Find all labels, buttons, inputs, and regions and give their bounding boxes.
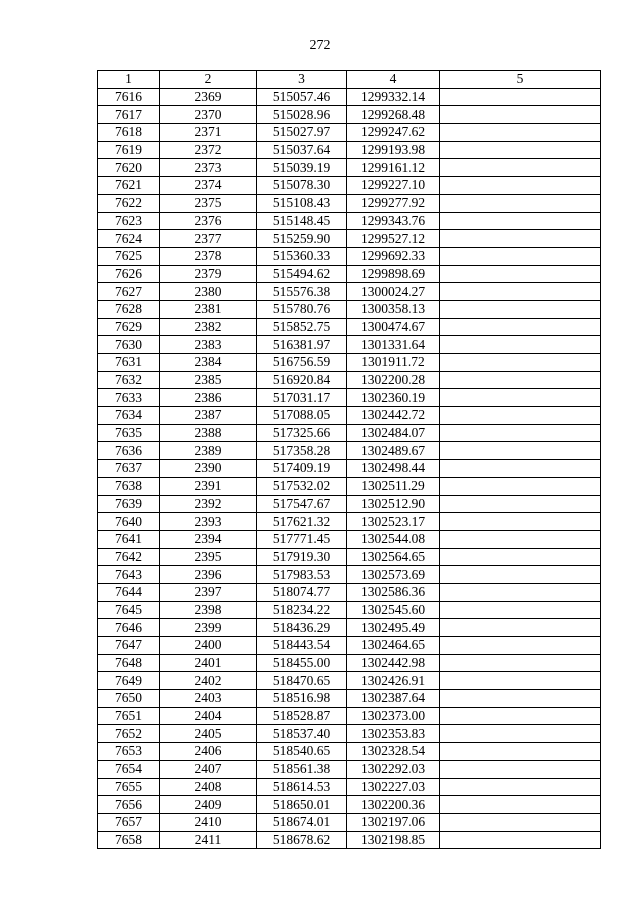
table-cell-col-5	[440, 672, 601, 690]
table-cell-col-3: 517919.30	[257, 548, 347, 566]
table-cell-col-5	[440, 141, 601, 159]
table-cell-col-4: 1302387.64	[347, 690, 440, 708]
table-cell-col-3: 516920.84	[257, 371, 347, 389]
table-cell-col-2: 2387	[160, 407, 257, 425]
table-cell-col-2: 2376	[160, 212, 257, 230]
table-cell-col-5	[440, 194, 601, 212]
table-cell-col-2: 2392	[160, 495, 257, 513]
table-row	[98, 760, 601, 778]
table-cell-col-1: 7619	[98, 141, 160, 159]
table-row	[98, 141, 601, 159]
table-cell-col-1: 7639	[98, 495, 160, 513]
table-cell-col-4: 1299527.12	[347, 230, 440, 248]
table-row	[98, 336, 601, 354]
table-cell-col-4: 1301911.72	[347, 354, 440, 372]
table-cell-col-5	[440, 460, 601, 478]
table-cell-col-1: 7649	[98, 672, 160, 690]
table-cell-col-1: 7625	[98, 247, 160, 265]
table-cell-col-1: 7620	[98, 159, 160, 177]
table-row	[98, 707, 601, 725]
table-row	[98, 796, 601, 814]
table-row	[98, 371, 601, 389]
table-cell-col-3: 515576.38	[257, 283, 347, 301]
table-cell-col-5	[440, 442, 601, 460]
table-cell-col-3: 515852.75	[257, 318, 347, 336]
table-cell-col-5	[440, 477, 601, 495]
table-cell-col-5	[440, 389, 601, 407]
table-cell-col-1: 7653	[98, 743, 160, 761]
table-cell-col-5	[440, 283, 601, 301]
table-cell-col-4: 1302198.85	[347, 831, 440, 849]
table-row	[98, 300, 601, 318]
table-cell-col-3: 518528.87	[257, 707, 347, 725]
table-cell-col-5	[440, 530, 601, 548]
table-cell-col-3: 517621.32	[257, 513, 347, 531]
table-cell-col-2: 2383	[160, 336, 257, 354]
table-cell-col-5	[440, 690, 601, 708]
table-cell-col-2: 2385	[160, 371, 257, 389]
table-cell-col-5	[440, 654, 601, 672]
table-cell-col-4: 1302200.28	[347, 371, 440, 389]
table-cell-col-3: 516756.59	[257, 354, 347, 372]
table-cell-col-1: 7628	[98, 300, 160, 318]
table-cell-col-4: 1299227.10	[347, 177, 440, 195]
table-cell-col-1: 7640	[98, 513, 160, 531]
table-cell-col-5	[440, 637, 601, 655]
table-cell-col-5	[440, 548, 601, 566]
table-cell-col-5	[440, 583, 601, 601]
table-cell-col-1: 7642	[98, 548, 160, 566]
table-cell-col-5	[440, 88, 601, 106]
table-cell-col-3: 515148.45	[257, 212, 347, 230]
table-cell-col-2: 2377	[160, 230, 257, 248]
table-row	[98, 354, 601, 372]
table-cell-col-2: 2370	[160, 106, 257, 124]
table-cell-col-1: 7629	[98, 318, 160, 336]
table-row	[98, 654, 601, 672]
table-row	[98, 177, 601, 195]
table-cell-col-5	[440, 813, 601, 831]
table-cell-col-5	[440, 513, 601, 531]
table-cell-col-3: 518678.62	[257, 831, 347, 849]
table-cell-col-2: 2402	[160, 672, 257, 690]
coordinates-table	[97, 70, 601, 849]
table-cell-col-4: 1302227.03	[347, 778, 440, 796]
table-row	[98, 690, 601, 708]
column-header-2: 2	[160, 71, 257, 89]
table-row	[98, 424, 601, 442]
table-row	[98, 601, 601, 619]
table-cell-col-1: 7646	[98, 619, 160, 637]
table-cell-col-4: 1299898.69	[347, 265, 440, 283]
table-cell-col-1: 7658	[98, 831, 160, 849]
table-cell-col-3: 518537.40	[257, 725, 347, 743]
table-cell-col-4: 1302511.29	[347, 477, 440, 495]
table-cell-col-4: 1302360.19	[347, 389, 440, 407]
table-cell-col-3: 515057.46	[257, 88, 347, 106]
table-cell-col-5	[440, 566, 601, 584]
table-row	[98, 548, 601, 566]
table-cell-col-2: 2400	[160, 637, 257, 655]
table-cell-col-4: 1299277.92	[347, 194, 440, 212]
table-row	[98, 619, 601, 637]
table-row	[98, 831, 601, 849]
table-cell-col-5	[440, 725, 601, 743]
table-cell-col-3: 515494.62	[257, 265, 347, 283]
table-cell-col-4: 1302426.91	[347, 672, 440, 690]
table-cell-col-4: 1299247.62	[347, 124, 440, 142]
table-cell-col-2: 2391	[160, 477, 257, 495]
table-cell-col-5	[440, 707, 601, 725]
table-cell-col-2: 2397	[160, 583, 257, 601]
table-cell-col-1: 7650	[98, 690, 160, 708]
table-cell-col-5	[440, 796, 601, 814]
table-cell-col-2: 2393	[160, 513, 257, 531]
table-cell-col-2: 2375	[160, 194, 257, 212]
table-row	[98, 389, 601, 407]
table-row	[98, 230, 601, 248]
table-cell-col-4: 1299268.48	[347, 106, 440, 124]
table-row	[98, 513, 601, 531]
table-cell-col-5	[440, 159, 601, 177]
table-cell-col-5	[440, 778, 601, 796]
table-cell-col-5	[440, 300, 601, 318]
table-cell-col-1: 7632	[98, 371, 160, 389]
table-cell-col-3: 516381.97	[257, 336, 347, 354]
table-cell-col-3: 515078.30	[257, 177, 347, 195]
table-cell-col-1: 7652	[98, 725, 160, 743]
table-cell-col-3: 515108.43	[257, 194, 347, 212]
table-body	[98, 88, 601, 849]
table-row	[98, 283, 601, 301]
table-cell-col-3: 517088.05	[257, 407, 347, 425]
table-row	[98, 743, 601, 761]
table-cell-col-3: 515037.64	[257, 141, 347, 159]
table-cell-col-3: 518650.01	[257, 796, 347, 814]
table-cell-col-4: 1302484.07	[347, 424, 440, 442]
table-cell-col-2: 2395	[160, 548, 257, 566]
table-cell-col-4: 1299193.98	[347, 141, 440, 159]
table-row	[98, 194, 601, 212]
table-cell-col-4: 1302523.17	[347, 513, 440, 531]
table-cell-col-3: 518540.65	[257, 743, 347, 761]
table-cell-col-2: 2396	[160, 566, 257, 584]
table-cell-col-2: 2378	[160, 247, 257, 265]
table-cell-col-4: 1302353.83	[347, 725, 440, 743]
table-row	[98, 477, 601, 495]
table-cell-col-4: 1302495.49	[347, 619, 440, 637]
table-cell-col-4: 1302586.36	[347, 583, 440, 601]
table-cell-col-2: 2382	[160, 318, 257, 336]
column-header-3: 3	[257, 71, 347, 89]
column-header-4: 4	[347, 71, 440, 89]
table-cell-col-1: 7643	[98, 566, 160, 584]
table-cell-col-3: 517532.02	[257, 477, 347, 495]
table-cell-col-2: 2369	[160, 88, 257, 106]
table-row	[98, 318, 601, 336]
table-cell-col-4: 1302464.65	[347, 637, 440, 655]
table-cell-col-3: 517547.67	[257, 495, 347, 513]
table-cell-col-5	[440, 230, 601, 248]
table-cell-col-2: 2384	[160, 354, 257, 372]
table-cell-col-5	[440, 619, 601, 637]
table-cell-col-1: 7637	[98, 460, 160, 478]
table-cell-col-1: 7622	[98, 194, 160, 212]
table-cell-col-3: 515780.76	[257, 300, 347, 318]
table-cell-col-4: 1299161.12	[347, 159, 440, 177]
table-cell-col-2: 2399	[160, 619, 257, 637]
table-row	[98, 124, 601, 142]
table-cell-col-5	[440, 760, 601, 778]
table-cell-col-3: 515027.97	[257, 124, 347, 142]
table-cell-col-5	[440, 495, 601, 513]
table-cell-col-1: 7623	[98, 212, 160, 230]
table-cell-col-3: 515259.90	[257, 230, 347, 248]
table-cell-col-4: 1299692.33	[347, 247, 440, 265]
table-cell-col-1: 7654	[98, 760, 160, 778]
table-cell-col-4: 1302292.03	[347, 760, 440, 778]
table-cell-col-3: 518074.77	[257, 583, 347, 601]
table-cell-col-3: 518516.98	[257, 690, 347, 708]
table-row	[98, 530, 601, 548]
table-cell-col-1: 7627	[98, 283, 160, 301]
table-row	[98, 495, 601, 513]
table-cell-col-4: 1302544.08	[347, 530, 440, 548]
table-cell-col-2: 2409	[160, 796, 257, 814]
table-row	[98, 566, 601, 584]
table-cell-col-5	[440, 106, 601, 124]
table-cell-col-1: 7644	[98, 583, 160, 601]
table-cell-col-1: 7630	[98, 336, 160, 354]
table-cell-col-2: 2389	[160, 442, 257, 460]
table-cell-col-3: 517031.17	[257, 389, 347, 407]
table-row	[98, 813, 601, 831]
table-cell-col-1: 7626	[98, 265, 160, 283]
table-cell-col-4: 1301331.64	[347, 336, 440, 354]
table-cell-col-4: 1302200.36	[347, 796, 440, 814]
table-cell-col-5	[440, 318, 601, 336]
table-cell-col-3: 518234.22	[257, 601, 347, 619]
column-header-5: 5	[440, 71, 601, 89]
table-cell-col-4: 1302442.72	[347, 407, 440, 425]
table-cell-col-3: 518674.01	[257, 813, 347, 831]
table-cell-col-2: 2374	[160, 177, 257, 195]
table-cell-col-2: 2379	[160, 265, 257, 283]
table-cell-col-4: 1302545.60	[347, 601, 440, 619]
page-number: 272	[309, 38, 331, 53]
table-row	[98, 106, 601, 124]
table-cell-col-3: 515360.33	[257, 247, 347, 265]
table-cell-col-1: 7635	[98, 424, 160, 442]
table-row	[98, 247, 601, 265]
table-cell-col-1: 7616	[98, 88, 160, 106]
table-cell-col-2: 2406	[160, 743, 257, 761]
header-row	[98, 71, 601, 89]
table-cell-col-3: 518443.54	[257, 637, 347, 655]
table-cell-col-1: 7641	[98, 530, 160, 548]
table-cell-col-1: 7655	[98, 778, 160, 796]
table-cell-col-4: 1302498.44	[347, 460, 440, 478]
table-cell-col-3: 517409.19	[257, 460, 347, 478]
table-row	[98, 265, 601, 283]
table-cell-col-2: 2401	[160, 654, 257, 672]
table-row	[98, 672, 601, 690]
table-cell-col-1: 7645	[98, 601, 160, 619]
table-row	[98, 88, 601, 106]
table-row	[98, 778, 601, 796]
table-cell-col-2: 2405	[160, 725, 257, 743]
table-cell-col-1: 7647	[98, 637, 160, 655]
table-row	[98, 637, 601, 655]
table-cell-col-1: 7656	[98, 796, 160, 814]
table-row	[98, 442, 601, 460]
table-cell-col-4: 1300358.13	[347, 300, 440, 318]
table-row	[98, 460, 601, 478]
column-header-1: 1	[98, 71, 160, 89]
table-cell-col-1: 7621	[98, 177, 160, 195]
table-cell-col-3: 518470.65	[257, 672, 347, 690]
table-row	[98, 159, 601, 177]
table-row	[98, 583, 601, 601]
table-cell-col-3: 518455.00	[257, 654, 347, 672]
table-cell-col-2: 2408	[160, 778, 257, 796]
table-cell-col-3: 518436.29	[257, 619, 347, 637]
table-cell-col-1: 7618	[98, 124, 160, 142]
table-cell-col-3: 517983.53	[257, 566, 347, 584]
table-cell-col-1: 7624	[98, 230, 160, 248]
table-cell-col-5	[440, 336, 601, 354]
table-cell-col-2: 2388	[160, 424, 257, 442]
table-cell-col-2: 2390	[160, 460, 257, 478]
table-cell-col-5	[440, 212, 601, 230]
table-cell-col-3: 517325.66	[257, 424, 347, 442]
table-cell-col-5	[440, 371, 601, 389]
table-cell-col-2: 2380	[160, 283, 257, 301]
table-cell-col-1: 7636	[98, 442, 160, 460]
table-cell-col-5	[440, 177, 601, 195]
table-cell-col-4: 1300474.67	[347, 318, 440, 336]
table-cell-col-5	[440, 265, 601, 283]
table-cell-col-3: 517771.45	[257, 530, 347, 548]
table-cell-col-5	[440, 247, 601, 265]
table-cell-col-3: 518614.53	[257, 778, 347, 796]
table-cell-col-5	[440, 354, 601, 372]
table-cell-col-4: 1302512.90	[347, 495, 440, 513]
table-cell-col-2: 2407	[160, 760, 257, 778]
table-cell-col-1: 7617	[98, 106, 160, 124]
table-cell-col-4: 1302442.98	[347, 654, 440, 672]
table-cell-col-2: 2411	[160, 831, 257, 849]
table-cell-col-2: 2372	[160, 141, 257, 159]
table-cell-col-3: 517358.28	[257, 442, 347, 460]
table-cell-col-2: 2410	[160, 813, 257, 831]
table-cell-col-4: 1302373.00	[347, 707, 440, 725]
table-cell-col-5	[440, 743, 601, 761]
table-cell-col-2: 2381	[160, 300, 257, 318]
table-cell-col-5	[440, 601, 601, 619]
table-cell-col-4: 1302197.06	[347, 813, 440, 831]
table-cell-col-2: 2404	[160, 707, 257, 725]
table-cell-col-2: 2403	[160, 690, 257, 708]
table-header	[98, 71, 601, 89]
table-cell-col-2: 2386	[160, 389, 257, 407]
table-cell-col-4: 1302328.54	[347, 743, 440, 761]
table-cell-col-4: 1299343.76	[347, 212, 440, 230]
table-cell-col-3: 515028.96	[257, 106, 347, 124]
table-cell-col-1: 7657	[98, 813, 160, 831]
table-cell-col-3: 518561.38	[257, 760, 347, 778]
table-cell-col-2: 2398	[160, 601, 257, 619]
table-row	[98, 212, 601, 230]
table-cell-col-2: 2394	[160, 530, 257, 548]
table-cell-col-3: 515039.19	[257, 159, 347, 177]
table-cell-col-1: 7638	[98, 477, 160, 495]
table-cell-col-4: 1302573.69	[347, 566, 440, 584]
table-cell-col-1: 7648	[98, 654, 160, 672]
table-cell-col-1: 7634	[98, 407, 160, 425]
table-cell-col-2: 2373	[160, 159, 257, 177]
table-cell-col-4: 1302564.65	[347, 548, 440, 566]
table-cell-col-5	[440, 124, 601, 142]
table-cell-col-4: 1302489.67	[347, 442, 440, 460]
table-cell-col-1: 7631	[98, 354, 160, 372]
table-cell-col-5	[440, 831, 601, 849]
table-cell-col-5	[440, 424, 601, 442]
table-row	[98, 407, 601, 425]
table-cell-col-1: 7633	[98, 389, 160, 407]
table-cell-col-4: 1300024.27	[347, 283, 440, 301]
table-cell-col-2: 2371	[160, 124, 257, 142]
table-cell-col-4: 1299332.14	[347, 88, 440, 106]
table-row	[98, 725, 601, 743]
table-cell-col-5	[440, 407, 601, 425]
table-cell-col-1: 7651	[98, 707, 160, 725]
